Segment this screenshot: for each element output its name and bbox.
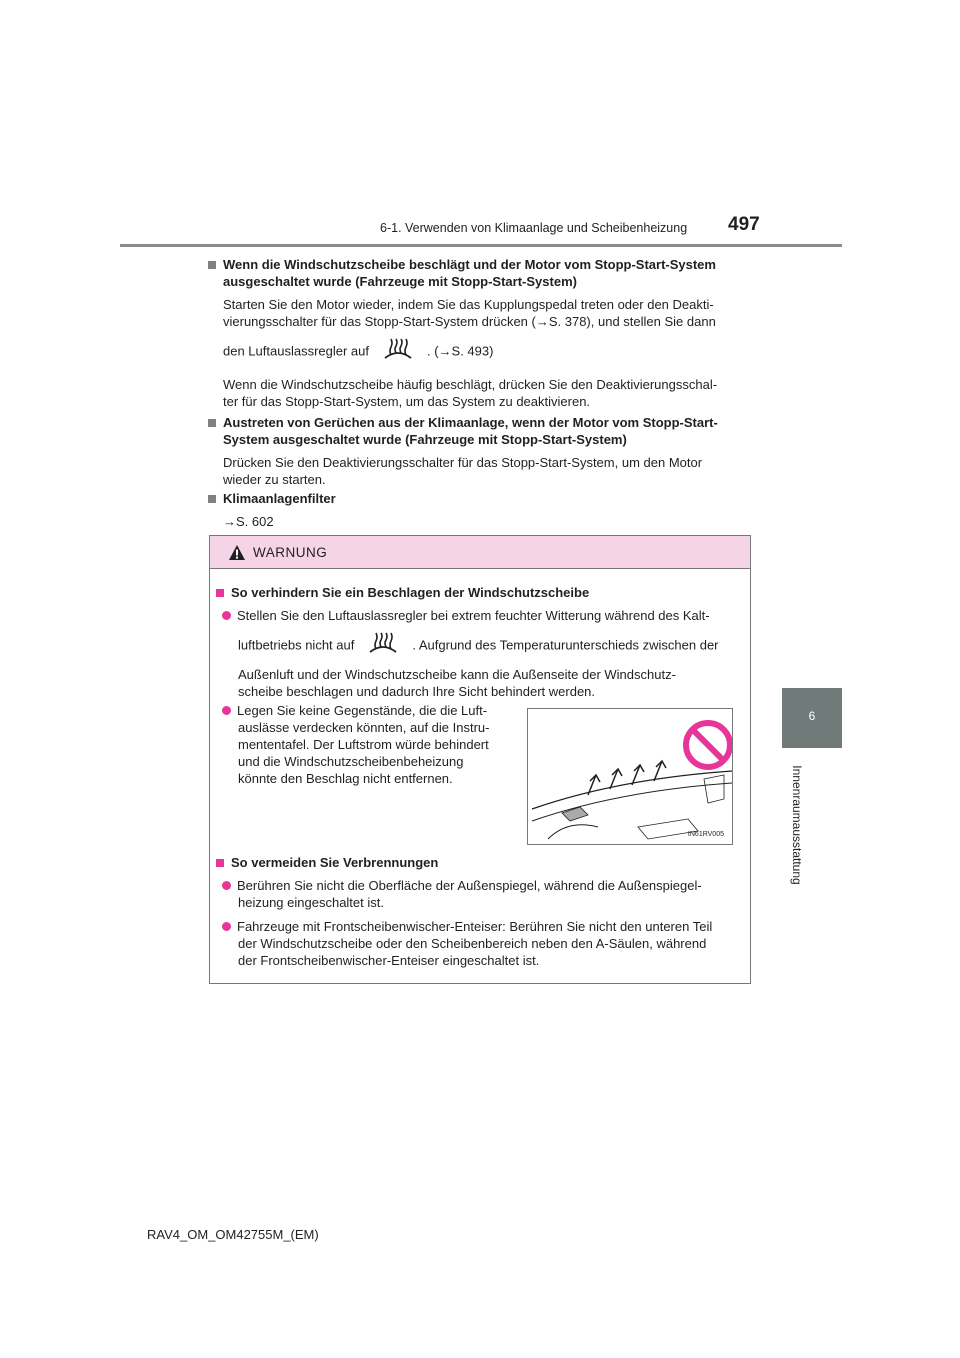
warning-item: Stellen Sie den Luftauslassregler bei extrem feuchter Witterung während des Kalt- luftbetriebs nicht auf . Aufgrund des Temperaturunterschieds zwischen der Außenluft und der Windschutzscheibe kann die Außenseite der Windschutz- scheibe beschlagen und dadurch Ihre Sicht behindert werden. [216,607,743,700]
warning-fog-section [216,584,743,700]
square-bullet-icon [216,589,224,597]
dashboard-illustration [527,708,733,845]
note-paragraph: Drücken Sie den Deaktivierungsschalter für das Stopp-Start-System, um den Motor wieder zu starten. [223,455,703,487]
note-heading: Austreten von Gerüchen aus der Klimaanlage, wenn der Motor vom Stopp-Start- [208,414,753,431]
windshield-defroster-icon [368,632,398,660]
warning-subheading: So verhindern Sie ein Beschlagen der Windschutzscheibe [216,584,743,601]
square-bullet-icon [208,419,216,427]
note-windshield-fog [208,256,753,410]
page-number: 497 [728,214,760,235]
round-bullet-icon [222,922,231,931]
dashboard-vents-drawing [528,709,732,844]
warning-subheading: So vermeiden Sie Verbrennungen [216,854,743,871]
note-heading-cont: ausgeschaltet wurde (Fahrzeuge mit Stopp-Start-System) [223,274,577,289]
figure-code: IN61RV005 [687,831,724,838]
note-paragraph: Starten Sie den Motor wieder, indem Sie das Kupplungspedal treten oder den Deakti- vierungsschalter für das Stopp-Start-System drücken (→S. 378), und stellen Sie dann den Luftauslassregler auf . (→S. 493) [208,296,753,366]
warning-title: WARNUNG [253,545,328,560]
windshield-defroster-icon [383,338,413,366]
round-bullet-icon [222,706,231,715]
round-bullet-icon [222,611,231,620]
chapter-label-text: Innenraumausstattung [790,765,804,885]
square-bullet-icon [208,261,216,269]
note-heading: Wenn die Windschutzscheibe beschlägt und der Motor vom Stopp-Start-System [208,256,753,273]
square-bullet-icon [216,859,224,867]
note-filter [208,490,753,530]
warning-header [210,536,750,569]
note-paragraph-2: Wenn die Windschutzscheibe häufig beschlägt, drücken Sie den Deaktivierungsschal- ter für das Stopp-Start-System, um das System zu deaktivieren. [223,377,718,409]
section-title: 6-1. Verwenden von Klimaanlage und Scheibenheizung [380,221,688,235]
warning-burn-section [216,854,743,969]
page-reference: →S. 602 [223,514,274,529]
document-code: RAV4_OM_OM42755M_(EM) [147,1227,319,1242]
chapter-tab: 6 [782,688,842,748]
note-odor [208,414,753,488]
chapter-label [784,760,810,890]
warning-item: Fahrzeuge mit Frontscheibenwischer-Enteiser: Berühren Sie nicht den unteren Teil der Windschutzscheibe oder den Scheibenbereich neben den A-Säulen, während der Frontscheibenwischer-Enteiser eingeschaltet ist. [216,918,743,969]
warning-triangle-icon [228,544,246,566]
warning-item: Berühren Sie nicht die Oberfläche der Außenspiegel, während die Außenspiegel- heizung eingeschaltet ist. [216,877,743,911]
note-heading: Klimaanlagenfilter [208,490,753,507]
round-bullet-icon [222,881,231,890]
square-bullet-icon [208,495,216,503]
header-rule [120,244,842,247]
note-heading-cont: System ausgeschaltet wurde (Fahrzeuge mit Stopp-Start-System) [223,432,627,447]
warning-item-vents [216,702,516,787]
warning-item: Legen Sie keine Gegenstände, die die Luft- auslässe verdecken könnten, auf die Instru- mententafel. Der Luftstrom würde behindert und die Windschutzscheibenbeheizung könnte den Beschlag nicht entfernen. [216,702,516,787]
warning-box [209,535,751,984]
